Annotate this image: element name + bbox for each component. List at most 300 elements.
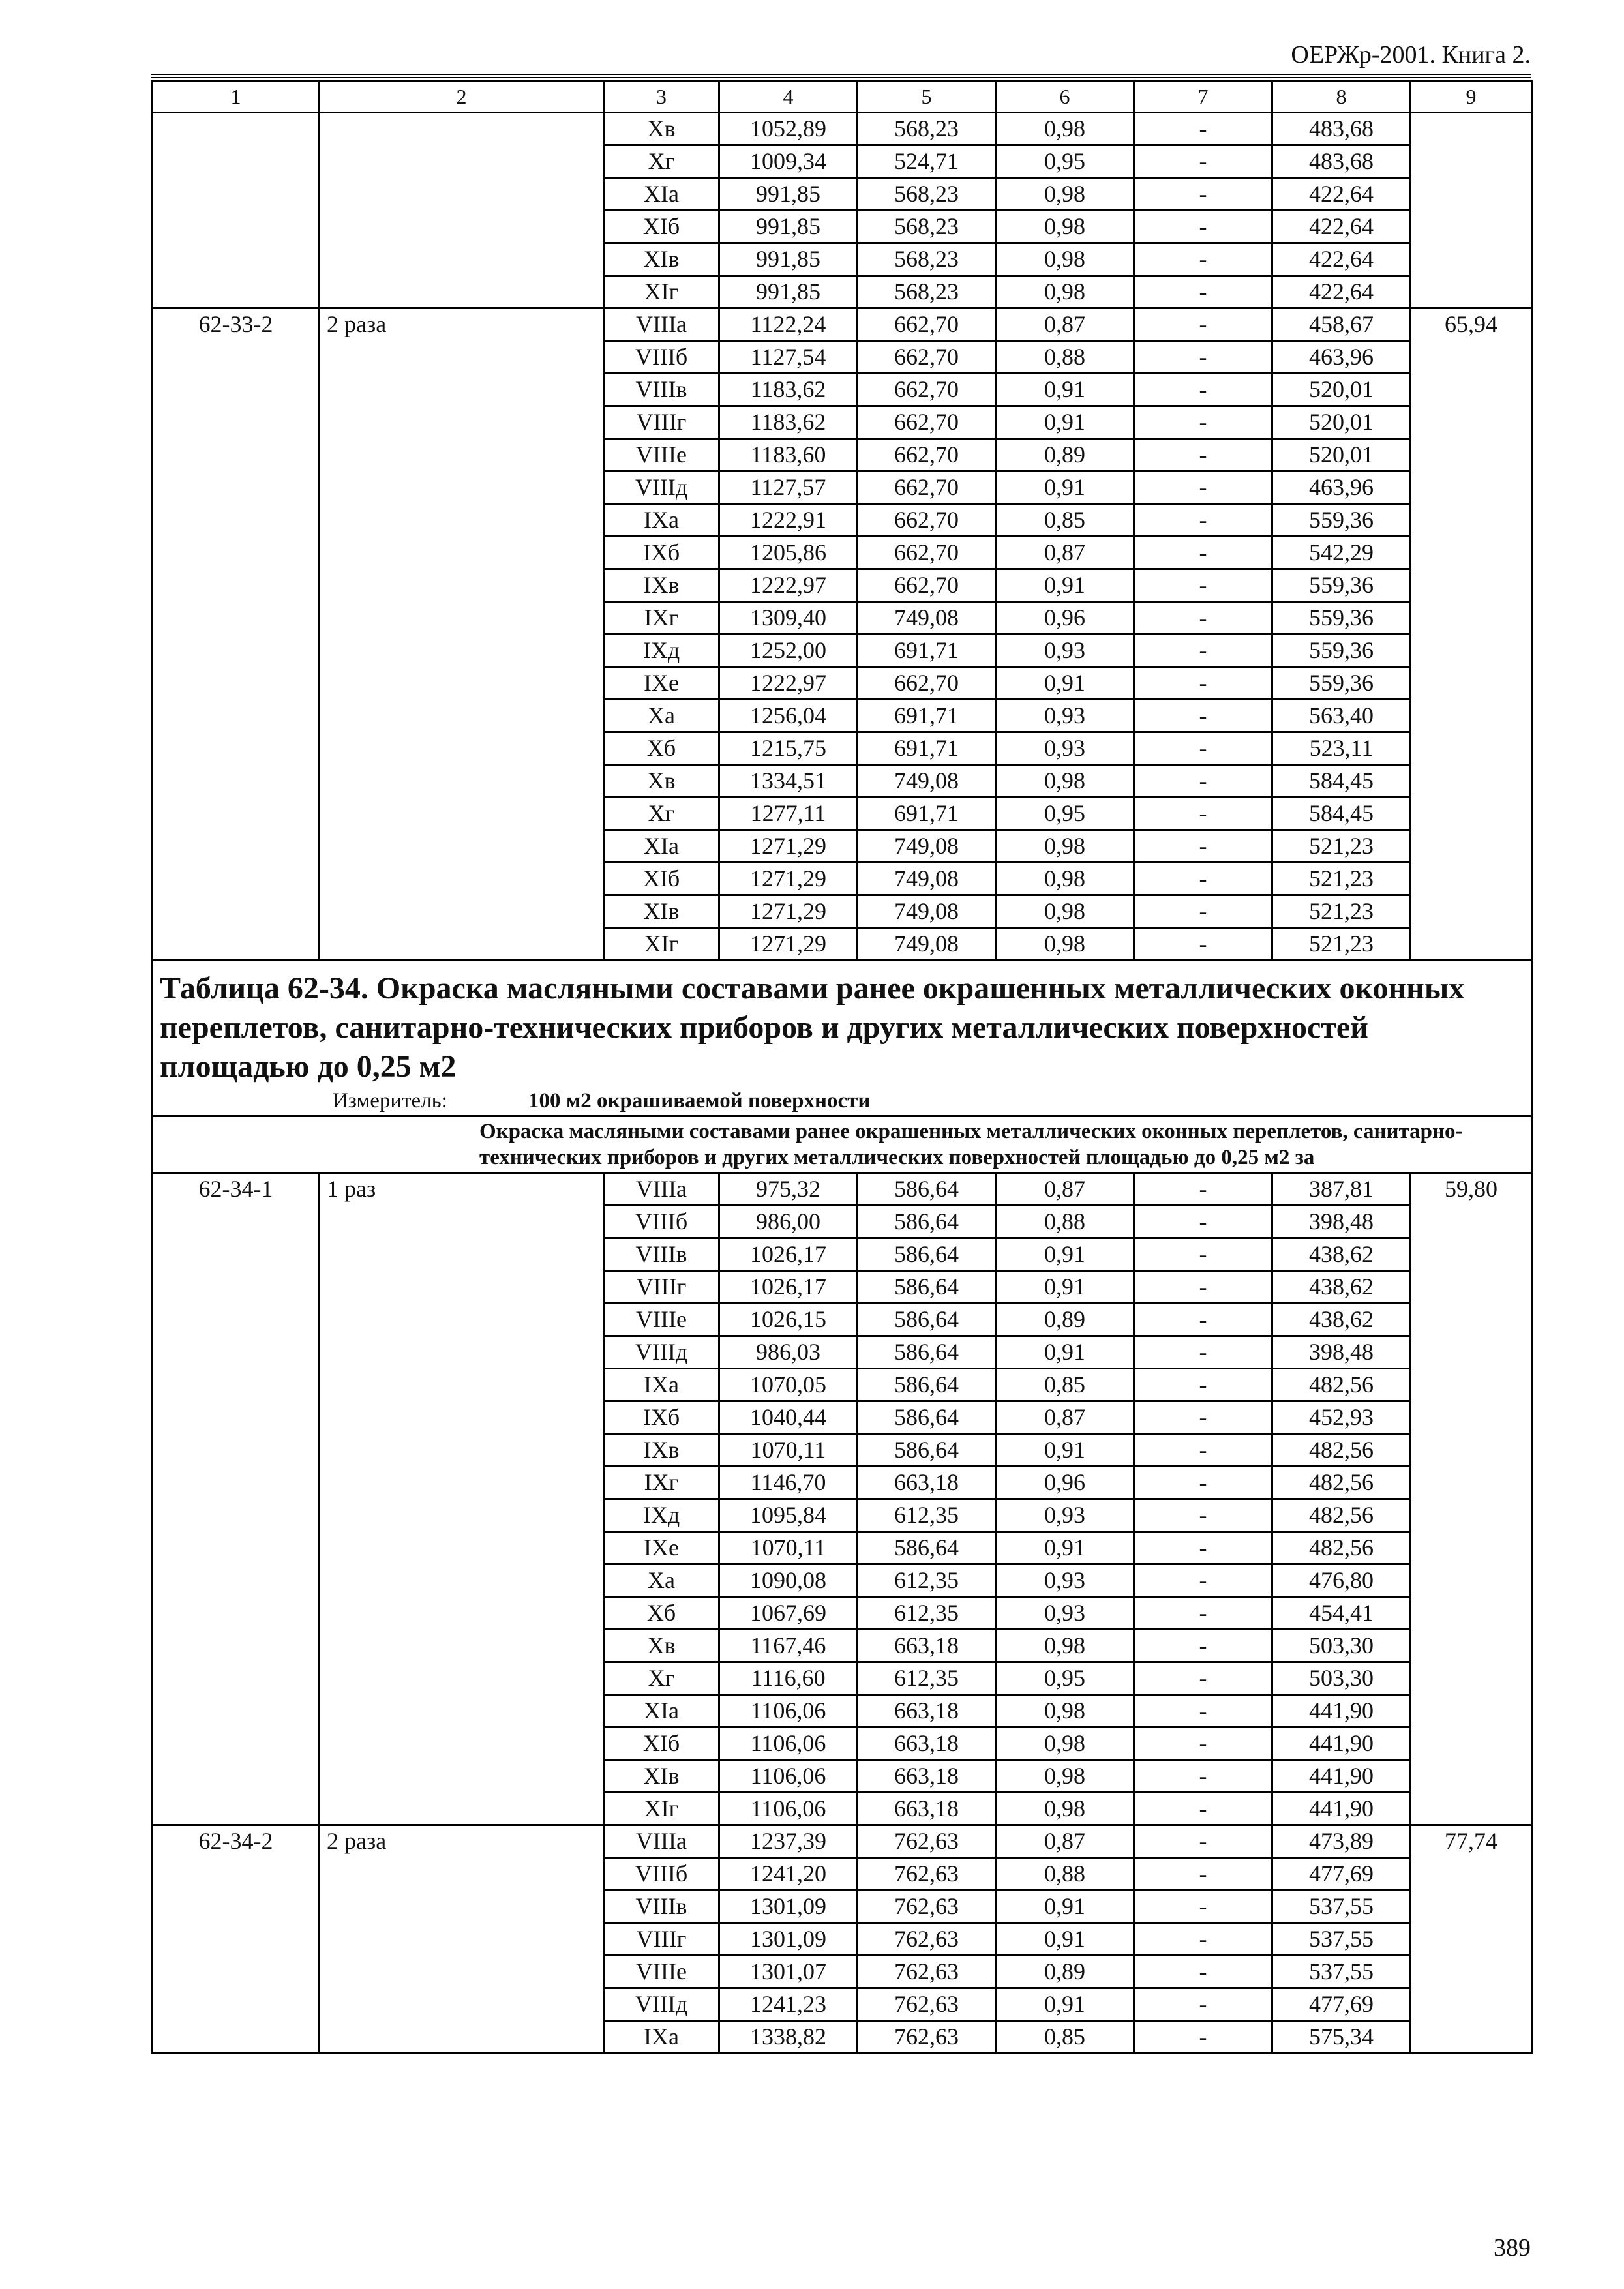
labor-cell: 0,88 (996, 1858, 1134, 1891)
work-description-cell: 2 раза (320, 308, 604, 961)
base-cost-cell: 1106,06 (719, 1760, 858, 1793)
materials-cell: 422,64 (1272, 243, 1411, 276)
column-number: 5 (858, 81, 996, 113)
wages-cell: 762,63 (858, 1956, 996, 1988)
column-number: 6 (996, 81, 1134, 113)
group-cell: VIIIв (604, 1238, 719, 1271)
group-cell: VIIIб (604, 341, 719, 374)
labor-cell: 0,98 (996, 765, 1134, 798)
wages-cell: 662,70 (858, 537, 996, 569)
machines-cell: - (1134, 732, 1272, 765)
wages-cell: 662,70 (858, 406, 996, 439)
group-cell: IXб (604, 537, 719, 569)
materials-cell: 477,69 (1272, 1858, 1411, 1891)
group-cell: XIв (604, 1760, 719, 1793)
labor-cell: 0,89 (996, 439, 1134, 471)
machines-cell: - (1134, 1271, 1272, 1304)
materials-cell: 575,34 (1272, 2021, 1411, 2054)
group-cell: XIб (604, 1728, 719, 1760)
group-cell: IXб (604, 1401, 719, 1434)
column-number: 4 (719, 81, 858, 113)
base-cost-cell: 1070,05 (719, 1369, 858, 1401)
base-cost-cell: 1271,29 (719, 895, 858, 928)
group-cell: IXе (604, 667, 719, 700)
labor-cell: 0,98 (996, 113, 1134, 145)
section-subtitle: Окраска масляными составами ранее окрашенных металлических оконных переплетов, санитарно-технических приборов и других металлических поверхностей площадью до 0,25 м2 за (153, 1116, 1532, 1173)
labor-cell: 0,98 (996, 1695, 1134, 1728)
wages-cell: 663,18 (858, 1760, 996, 1793)
labor-cell: 0,93 (996, 700, 1134, 732)
document-header: ОЕРЖр-2001. Книга 2. (1291, 41, 1531, 68)
labor-cell: 0,96 (996, 1467, 1134, 1499)
labor-cell: 0,87 (996, 537, 1134, 569)
rate-code-cell: 62-34-1 (153, 1173, 320, 1825)
group-cell: VIIIд (604, 1988, 719, 2021)
group-cell: VIIIа (604, 1825, 719, 1858)
group-cell: XIв (604, 243, 719, 276)
group-cell: IXг (604, 1467, 719, 1499)
machines-cell: - (1134, 928, 1272, 961)
labor-cell: 0,91 (996, 667, 1134, 700)
labor-cell: 0,91 (996, 406, 1134, 439)
group-cell: Xв (604, 765, 719, 798)
base-cost-cell: 1183,62 (719, 406, 858, 439)
labor-cell: 0,98 (996, 928, 1134, 961)
group-cell: Xа (604, 700, 719, 732)
machines-cell: - (1134, 1238, 1272, 1271)
labor-cell: 0,91 (996, 1532, 1134, 1564)
labor-cell: 0,98 (996, 178, 1134, 211)
machines-cell: - (1134, 1467, 1272, 1499)
base-cost-cell: 1146,70 (719, 1467, 858, 1499)
unit-price-cell: 77,74 (1411, 1825, 1532, 2054)
machines-cell: - (1134, 1956, 1272, 1988)
unit-label: Измеритель: (333, 1089, 447, 1113)
materials-cell: 521,23 (1272, 895, 1411, 928)
group-cell: IXа (604, 1369, 719, 1401)
rate-code-cell: 62-34-2 (153, 1825, 320, 2054)
base-cost-cell: 991,85 (719, 178, 858, 211)
materials-cell: 521,23 (1272, 928, 1411, 961)
materials-cell: 473,89 (1272, 1825, 1411, 1858)
materials-cell: 463,96 (1272, 471, 1411, 504)
base-cost-cell: 1106,06 (719, 1793, 858, 1825)
labor-cell: 0,96 (996, 602, 1134, 635)
labor-cell: 0,98 (996, 243, 1134, 276)
wages-cell: 691,71 (858, 732, 996, 765)
materials-cell: 422,64 (1272, 276, 1411, 308)
base-cost-cell: 1070,11 (719, 1434, 858, 1467)
base-cost-cell: 991,85 (719, 243, 858, 276)
wages-cell: 586,64 (858, 1401, 996, 1434)
base-cost-cell: 1338,82 (719, 2021, 858, 2054)
group-cell: XIг (604, 276, 719, 308)
materials-cell: 482,56 (1272, 1369, 1411, 1401)
base-cost-cell: 1127,54 (719, 341, 858, 374)
materials-cell: 537,55 (1272, 1923, 1411, 1956)
group-cell: XIа (604, 1695, 719, 1728)
wages-cell: 662,70 (858, 471, 996, 504)
wages-cell: 762,63 (858, 1923, 996, 1956)
base-cost-cell: 1052,89 (719, 113, 858, 145)
materials-cell: 387,81 (1272, 1173, 1411, 1206)
base-cost-cell: 1127,57 (719, 471, 858, 504)
wages-cell: 568,23 (858, 211, 996, 243)
labor-cell: 0,93 (996, 732, 1134, 765)
group-cell: VIIIе (604, 439, 719, 471)
wages-cell: 762,63 (858, 1858, 996, 1891)
machines-cell: - (1134, 1206, 1272, 1238)
machines-cell: - (1134, 569, 1272, 602)
column-number: 7 (1134, 81, 1272, 113)
base-cost-cell: 1106,06 (719, 1728, 858, 1760)
machines-cell: - (1134, 1304, 1272, 1336)
rates-table (151, 80, 1533, 2054)
base-cost-cell: 991,85 (719, 211, 858, 243)
wages-cell: 691,71 (858, 700, 996, 732)
labor-cell: 0,87 (996, 1173, 1134, 1206)
wages-cell: 662,70 (858, 439, 996, 471)
wages-cell: 662,70 (858, 374, 996, 406)
machines-cell: - (1134, 863, 1272, 895)
materials-cell: 584,45 (1272, 798, 1411, 830)
base-cost-cell: 1301,09 (719, 1891, 858, 1923)
labor-cell: 0,91 (996, 471, 1134, 504)
machines-cell: - (1134, 700, 1272, 732)
labor-cell: 0,91 (996, 1271, 1134, 1304)
materials-cell: 542,29 (1272, 537, 1411, 569)
materials-cell: 520,01 (1272, 374, 1411, 406)
section-subtitle-row (153, 1116, 1532, 1173)
group-cell: IXе (604, 1532, 719, 1564)
wages-cell: 586,64 (858, 1434, 996, 1467)
unit-price-cell (1411, 113, 1532, 308)
materials-cell: 476,80 (1272, 1564, 1411, 1597)
materials-cell: 584,45 (1272, 765, 1411, 798)
group-cell: VIIIе (604, 1956, 719, 1988)
base-cost-cell: 1301,09 (719, 1923, 858, 1956)
materials-cell: 398,48 (1272, 1336, 1411, 1369)
materials-cell: 559,36 (1272, 504, 1411, 537)
labor-cell: 0,98 (996, 1793, 1134, 1825)
machines-cell: - (1134, 1532, 1272, 1564)
materials-cell: 521,23 (1272, 830, 1411, 863)
column-number: 9 (1411, 81, 1532, 113)
machines-cell: - (1134, 537, 1272, 569)
table-row (153, 1825, 1532, 1858)
unit-value: 100 м2 окрашиваемой поверхности (528, 1089, 871, 1113)
machines-cell: - (1134, 602, 1272, 635)
machines-cell: - (1134, 1825, 1272, 1858)
base-cost-cell: 1116,60 (719, 1662, 858, 1695)
labor-cell: 0,93 (996, 635, 1134, 667)
table-row (153, 1173, 1532, 1206)
column-number: 2 (320, 81, 604, 113)
materials-cell: 438,62 (1272, 1271, 1411, 1304)
labor-cell: 0,89 (996, 1956, 1134, 1988)
labor-cell: 0,98 (996, 895, 1134, 928)
base-cost-cell: 1237,39 (719, 1825, 858, 1858)
group-cell: VIIIб (604, 1206, 719, 1238)
group-cell: Xг (604, 798, 719, 830)
materials-cell: 520,01 (1272, 406, 1411, 439)
labor-cell: 0,98 (996, 863, 1134, 895)
group-cell: IXв (604, 1434, 719, 1467)
work-description-cell: 1 раз (320, 1173, 604, 1825)
base-cost-cell: 1026,15 (719, 1304, 858, 1336)
materials-cell: 441,90 (1272, 1728, 1411, 1760)
wages-cell: 586,64 (858, 1304, 996, 1336)
group-cell: XIа (604, 830, 719, 863)
unit-line (160, 1086, 1524, 1115)
machines-cell: - (1134, 798, 1272, 830)
materials-cell: 441,90 (1272, 1760, 1411, 1793)
table-title-cell (153, 961, 1532, 1116)
work-description-cell (320, 113, 604, 308)
base-cost-cell: 1222,97 (719, 569, 858, 602)
base-cost-cell: 1301,07 (719, 1956, 858, 1988)
materials-cell: 521,23 (1272, 863, 1411, 895)
group-cell: XIг (604, 1793, 719, 1825)
group-cell: Xа (604, 1564, 719, 1597)
wages-cell: 586,64 (858, 1369, 996, 1401)
materials-cell: 482,56 (1272, 1467, 1411, 1499)
group-cell: Xв (604, 1630, 719, 1662)
materials-cell: 441,90 (1272, 1793, 1411, 1825)
group-cell: VIIIд (604, 1336, 719, 1369)
labor-cell: 0,87 (996, 1825, 1134, 1858)
base-cost-cell: 1271,29 (719, 863, 858, 895)
unit-price-cell: 65,94 (1411, 308, 1532, 961)
materials-cell: 441,90 (1272, 1695, 1411, 1728)
labor-cell: 0,93 (996, 1597, 1134, 1630)
table-row (153, 308, 1532, 341)
machines-cell: - (1134, 765, 1272, 798)
wages-cell: 662,70 (858, 341, 996, 374)
wages-cell: 662,70 (858, 504, 996, 537)
labor-cell: 0,98 (996, 830, 1134, 863)
wages-cell: 762,63 (858, 1988, 996, 2021)
materials-cell: 452,93 (1272, 1401, 1411, 1434)
materials-cell: 503,30 (1272, 1630, 1411, 1662)
labor-cell: 0,85 (996, 504, 1134, 537)
labor-cell: 0,98 (996, 1728, 1134, 1760)
materials-cell: 422,64 (1272, 178, 1411, 211)
wages-cell: 568,23 (858, 178, 996, 211)
group-cell: XIб (604, 863, 719, 895)
base-cost-cell: 1252,00 (719, 635, 858, 667)
machines-cell: - (1134, 635, 1272, 667)
group-cell: IXг (604, 602, 719, 635)
base-cost-cell: 1271,29 (719, 830, 858, 863)
machines-cell: - (1134, 178, 1272, 211)
machines-cell: - (1134, 276, 1272, 308)
wages-cell: 749,08 (858, 928, 996, 961)
group-cell: XIа (604, 178, 719, 211)
machines-cell: - (1134, 145, 1272, 178)
materials-cell: 477,69 (1272, 1988, 1411, 2021)
base-cost-cell: 1167,46 (719, 1630, 858, 1662)
wages-cell: 662,70 (858, 569, 996, 602)
group-cell: XIв (604, 895, 719, 928)
table-row (153, 113, 1532, 145)
materials-cell: 398,48 (1272, 1206, 1411, 1238)
machines-cell: - (1134, 667, 1272, 700)
wages-cell: 612,35 (858, 1597, 996, 1630)
labor-cell: 0,91 (996, 1923, 1134, 1956)
group-cell: VIIIе (604, 1304, 719, 1336)
base-cost-cell: 1122,24 (719, 308, 858, 341)
group-cell: IXд (604, 1499, 719, 1532)
base-cost-cell: 986,00 (719, 1206, 858, 1238)
wages-cell: 762,63 (858, 2021, 996, 2054)
base-cost-cell: 1009,34 (719, 145, 858, 178)
wages-cell: 586,64 (858, 1206, 996, 1238)
materials-cell: 563,40 (1272, 700, 1411, 732)
wages-cell: 586,64 (858, 1238, 996, 1271)
base-cost-cell: 1222,91 (719, 504, 858, 537)
materials-cell: 537,55 (1272, 1956, 1411, 1988)
machines-cell: - (1134, 1891, 1272, 1923)
machines-cell: - (1134, 471, 1272, 504)
machines-cell: - (1134, 1760, 1272, 1793)
machines-cell: - (1134, 439, 1272, 471)
machines-cell: - (1134, 406, 1272, 439)
materials-cell: 422,64 (1272, 211, 1411, 243)
materials-cell: 503,30 (1272, 1662, 1411, 1695)
materials-cell: 482,56 (1272, 1434, 1411, 1467)
wages-cell: 662,70 (858, 308, 996, 341)
group-cell: Xг (604, 1662, 719, 1695)
column-number: 3 (604, 81, 719, 113)
machines-cell: - (1134, 1401, 1272, 1434)
labor-cell: 0,87 (996, 1401, 1134, 1434)
page-number: 389 (1494, 2234, 1531, 2262)
machines-cell: - (1134, 1793, 1272, 1825)
base-cost-cell: 1241,20 (719, 1858, 858, 1891)
base-cost-cell: 1241,23 (719, 1988, 858, 2021)
machines-cell: - (1134, 1336, 1272, 1369)
materials-cell: 537,55 (1272, 1891, 1411, 1923)
machines-cell: - (1134, 895, 1272, 928)
base-cost-cell: 1026,17 (719, 1271, 858, 1304)
group-cell: VIIIд (604, 471, 719, 504)
machines-cell: - (1134, 211, 1272, 243)
materials-cell: 483,68 (1272, 145, 1411, 178)
labor-cell: 0,91 (996, 1336, 1134, 1369)
materials-cell: 438,62 (1272, 1238, 1411, 1271)
machines-cell: - (1134, 1499, 1272, 1532)
wages-cell: 691,71 (858, 635, 996, 667)
labor-cell: 0,85 (996, 2021, 1134, 2054)
wages-cell: 663,18 (858, 1793, 996, 1825)
wages-cell: 691,71 (858, 798, 996, 830)
wages-cell: 568,23 (858, 276, 996, 308)
machines-cell: - (1134, 1662, 1272, 1695)
group-cell: IXа (604, 2021, 719, 2054)
machines-cell: - (1134, 1630, 1272, 1662)
column-number: 8 (1272, 81, 1411, 113)
machines-cell: - (1134, 504, 1272, 537)
labor-cell: 0,95 (996, 1662, 1134, 1695)
base-cost-cell: 986,03 (719, 1336, 858, 1369)
machines-cell: - (1134, 243, 1272, 276)
group-cell: IXв (604, 569, 719, 602)
machines-cell: - (1134, 1564, 1272, 1597)
labor-cell: 0,91 (996, 374, 1134, 406)
labor-cell: 0,85 (996, 1369, 1134, 1401)
wages-cell: 749,08 (858, 863, 996, 895)
base-cost-cell: 1205,86 (719, 537, 858, 569)
materials-cell: 559,36 (1272, 569, 1411, 602)
labor-cell: 0,91 (996, 1238, 1134, 1271)
machines-cell: - (1134, 1988, 1272, 2021)
labor-cell: 0,88 (996, 341, 1134, 374)
machines-cell: - (1134, 113, 1272, 145)
labor-cell: 0,88 (996, 1206, 1134, 1238)
materials-cell: 438,62 (1272, 1304, 1411, 1336)
wages-cell: 663,18 (858, 1695, 996, 1728)
labor-cell: 0,95 (996, 798, 1134, 830)
group-cell: XIб (604, 211, 719, 243)
wages-cell: 586,64 (858, 1532, 996, 1564)
materials-cell: 559,36 (1272, 602, 1411, 635)
group-cell: VIIIг (604, 1923, 719, 1956)
group-cell: Xб (604, 1597, 719, 1630)
base-cost-cell: 975,32 (719, 1173, 858, 1206)
base-cost-cell: 1090,08 (719, 1564, 858, 1597)
materials-cell: 520,01 (1272, 439, 1411, 471)
machines-cell: - (1134, 1728, 1272, 1760)
materials-cell: 559,36 (1272, 667, 1411, 700)
base-cost-cell: 1334,51 (719, 765, 858, 798)
labor-cell: 0,98 (996, 276, 1134, 308)
column-number: 1 (153, 81, 320, 113)
group-cell: VIIIг (604, 1271, 719, 1304)
materials-cell: 454,41 (1272, 1597, 1411, 1630)
machines-cell: - (1134, 1369, 1272, 1401)
labor-cell: 0,98 (996, 211, 1134, 243)
wages-cell: 586,64 (858, 1336, 996, 1369)
group-cell: XIг (604, 928, 719, 961)
wages-cell: 586,64 (858, 1271, 996, 1304)
machines-cell: - (1134, 1858, 1272, 1891)
group-cell: IXд (604, 635, 719, 667)
labor-cell: 0,87 (996, 308, 1134, 341)
wages-cell: 749,08 (858, 602, 996, 635)
wages-cell: 663,18 (858, 1467, 996, 1499)
labor-cell: 0,91 (996, 1988, 1134, 2021)
rate-code-cell (153, 113, 320, 308)
rate-code-cell: 62-33-2 (153, 308, 320, 961)
machines-cell: - (1134, 374, 1272, 406)
base-cost-cell: 1040,44 (719, 1401, 858, 1434)
wages-cell: 749,08 (858, 895, 996, 928)
wages-cell: 662,70 (858, 667, 996, 700)
wages-cell: 568,23 (858, 243, 996, 276)
base-cost-cell: 1215,75 (719, 732, 858, 765)
base-cost-cell: 1183,60 (719, 439, 858, 471)
group-cell: VIIIа (604, 308, 719, 341)
labor-cell: 0,93 (996, 1499, 1134, 1532)
wages-cell: 612,35 (858, 1499, 996, 1532)
work-description-cell: 2 раза (320, 1825, 604, 2054)
group-cell: Xг (604, 145, 719, 178)
base-cost-cell: 1026,17 (719, 1238, 858, 1271)
materials-cell: 463,96 (1272, 341, 1411, 374)
base-cost-cell: 1095,84 (719, 1499, 858, 1532)
group-cell: VIIIв (604, 1891, 719, 1923)
